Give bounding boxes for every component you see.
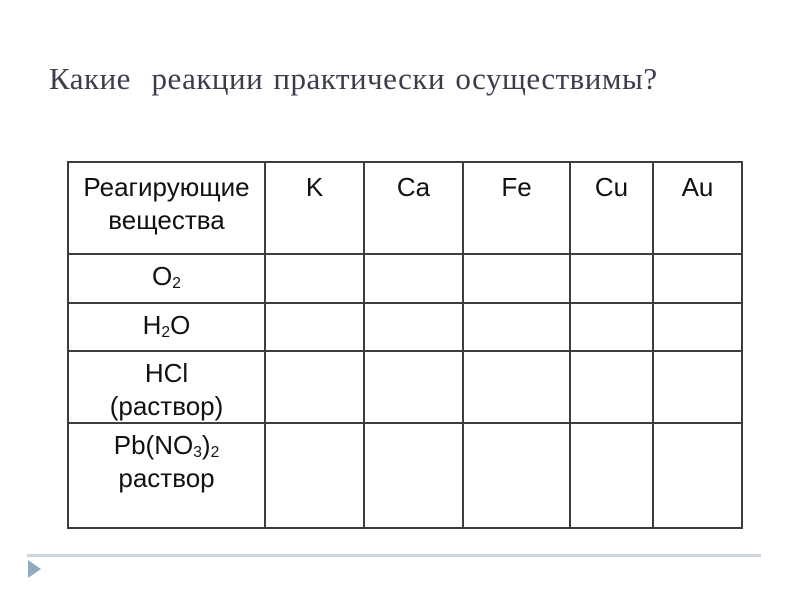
slide-advance-triangle-icon[interactable] — [28, 560, 41, 578]
answer-cell — [364, 423, 463, 528]
header-cell-substances: Реагирующие вещества — [68, 162, 265, 254]
answer-cell — [653, 351, 742, 423]
answer-cell — [265, 303, 364, 351]
answer-cell — [570, 303, 653, 351]
table-row-o2 — [68, 254, 742, 303]
row-label-o2 — [68, 254, 265, 303]
row-label-h2o — [68, 303, 265, 351]
answer-cell — [364, 351, 463, 423]
answer-cell — [570, 351, 653, 423]
answer-cell — [653, 303, 742, 351]
answer-cell — [653, 423, 742, 528]
answer-cell — [364, 303, 463, 351]
table-row-pbno3 — [68, 423, 742, 528]
answer-cell — [653, 254, 742, 303]
header-cell-metal-fe: Fe — [463, 162, 570, 254]
answer-cell — [265, 351, 364, 423]
answer-cell — [570, 423, 653, 528]
formula-line: $H_2O$ — [142, 310, 191, 342]
answer-cell — [463, 254, 570, 303]
table-header-row — [68, 162, 742, 254]
header-cell-metal-au: Au — [653, 162, 742, 254]
table-row-hcl — [68, 351, 742, 423]
header-cell-metal-ca: Ca — [364, 162, 463, 254]
formula-line: HCl — [144, 358, 189, 388]
header-cell-metal-k: K — [265, 162, 364, 254]
answer-cell — [463, 423, 570, 528]
answer-cell — [265, 254, 364, 303]
formula-line: раствор — [118, 462, 215, 493]
formula-line: (раствор) — [109, 390, 224, 421]
row-label-pbno3 — [68, 423, 265, 528]
answer-cell — [570, 254, 653, 303]
formula-line: $O_2$ — [152, 261, 181, 293]
slide-title: Какие реакции практически осуществимы? — [49, 61, 658, 96]
footer-divider — [27, 554, 761, 557]
reactions-table — [67, 161, 743, 529]
formula-line: $Pb(NO_3)_2$ — [113, 430, 220, 462]
header-cell-metal-cu: Cu — [570, 162, 653, 254]
answer-cell — [364, 254, 463, 303]
answer-cell — [463, 351, 570, 423]
row-label-hcl — [68, 351, 265, 423]
answer-cell — [463, 303, 570, 351]
table-row-h2o — [68, 303, 742, 351]
answer-cell — [265, 423, 364, 528]
